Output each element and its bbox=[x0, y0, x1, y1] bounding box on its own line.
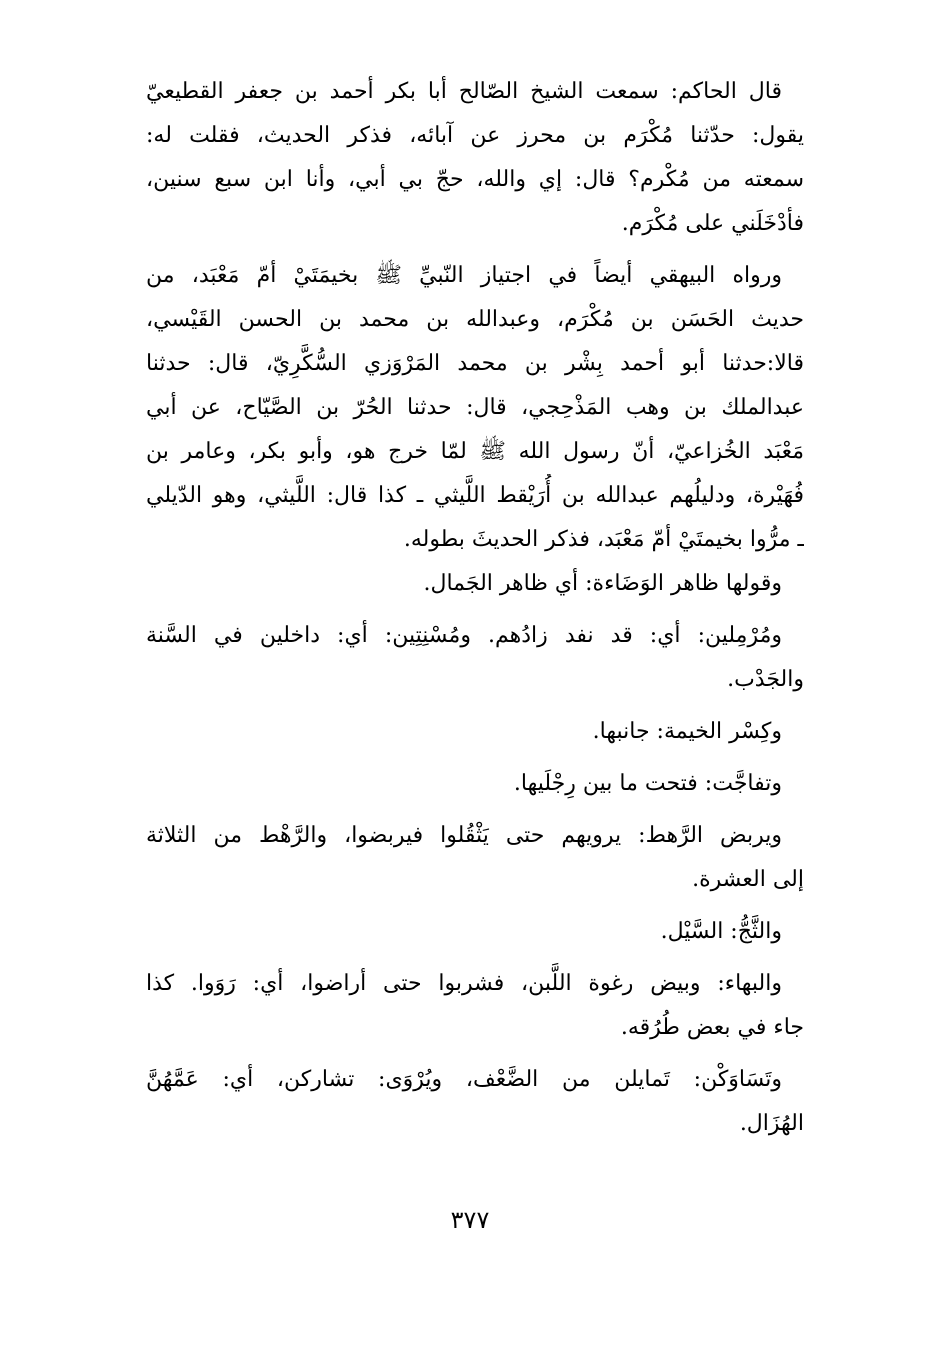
paragraph-tafajjat bbox=[146, 762, 804, 806]
text-line: يقول: حدّثنا مُكْرَم بن محرز عن آبائه، فذكر الحديث، فقلت له: bbox=[146, 123, 804, 148]
text-line: وقولها ظاهر الوَضَاءة: أي ظاهر الجَمال. bbox=[423, 571, 782, 596]
text-line: ويربض الرَّهط: يرويهم حتى يَثْقُلوا فيربضوا، والرَّهْط من الثلاثة bbox=[146, 823, 782, 848]
paragraph-thajj bbox=[146, 910, 804, 954]
text-line: مَعْبَد الخُزاعيّ، أنّ رسول الله ﷺ لمّا خرج هو، وأبو بكر، وعامر بن bbox=[146, 439, 804, 464]
text-line: والبهاء: وبيض رغوة اللَّبن، فشربوا حتى أراضوا، أي: رَوَوا. كذا bbox=[146, 971, 782, 996]
text-line: وتَسَاوَكْن: تَمايلن من الضَّعْف، ويُرْوَى: تشاركن، أي: عَمَّهُنَّ bbox=[146, 1067, 782, 1092]
text-line: وكِسْر الخيمة: جانبها. bbox=[592, 719, 782, 744]
text-line: إلى العشرة. bbox=[692, 867, 804, 892]
text-line: حديث الحَسَن بن مُكْرَم، وعبدالله بن محمد بن الحسن القَيْسي، bbox=[146, 307, 804, 332]
text-line: ـ مرُّوا بخيمتَيْ أمّ مَعْبَد، فذكر الحديثَ بطوله. bbox=[403, 527, 804, 552]
text-line: والثَّجُّ: السَّيْل. bbox=[660, 919, 782, 944]
paragraph-tasawakn bbox=[146, 1058, 804, 1146]
paragraph-murmilin bbox=[146, 614, 804, 702]
paragraph-bahaa bbox=[146, 962, 804, 1050]
text-line: عبدالملك بن وهب المَذْحِجي، قال: حدثنا الحُرّ بن الصَّيّاح، عن أبي bbox=[146, 395, 804, 420]
text-line: الهُزَال. bbox=[739, 1111, 804, 1136]
text-line: قالا:حدثنا أبو أحمد بِشْر بن محمد المَرْوَزي السُّكَّرِيّ، قال: حدثنا bbox=[146, 351, 804, 376]
paragraph-wadaa bbox=[146, 562, 804, 606]
text-line: فأدْخَلَني على مُكْرَم. bbox=[621, 211, 804, 236]
paragraph-hakim bbox=[146, 70, 804, 246]
text-line: وتفاجَّت: فتحت ما بين رِجْلَيها. bbox=[513, 771, 782, 796]
text-line: ومُرْمِلين: أي: قد نفد زادُهم. ومُسْنِتِين: أي: داخلين في السَّنة bbox=[146, 623, 782, 648]
paragraph-bayhaqi bbox=[146, 254, 804, 562]
text-line: سمعته من مُكْرم؟ قال: إي والله، حجّ بي أبي، وأنا ابن سبع سنين، bbox=[146, 167, 804, 192]
text-line: ورواه البيهقي أيضاً في اجتياز النّبيِّ ﷺ بخيمَتَيْ أمّ مَعْبَد، من bbox=[146, 263, 782, 288]
paragraph-kisr bbox=[146, 710, 804, 754]
text-line: والجَدْب. bbox=[727, 667, 804, 692]
paragraph-rahṭ bbox=[146, 814, 804, 902]
text-line: فُهَيْرة، ودليلُهم عبدالله بن أُرَيْقط اللَّيثي ـ كذا قال: اللَّيثي، وهو الدّيلي bbox=[146, 483, 804, 508]
page-text bbox=[146, 70, 804, 1146]
text-line: قال الحاكم: سمعت الشيخ الصّالح أبا بكر أحمد بن جعفر القطيعيّ bbox=[146, 79, 782, 104]
text-line: جاء في بعض طُرُقه. bbox=[620, 1015, 804, 1040]
page-number: ٣٧٧ bbox=[450, 1206, 490, 1234]
